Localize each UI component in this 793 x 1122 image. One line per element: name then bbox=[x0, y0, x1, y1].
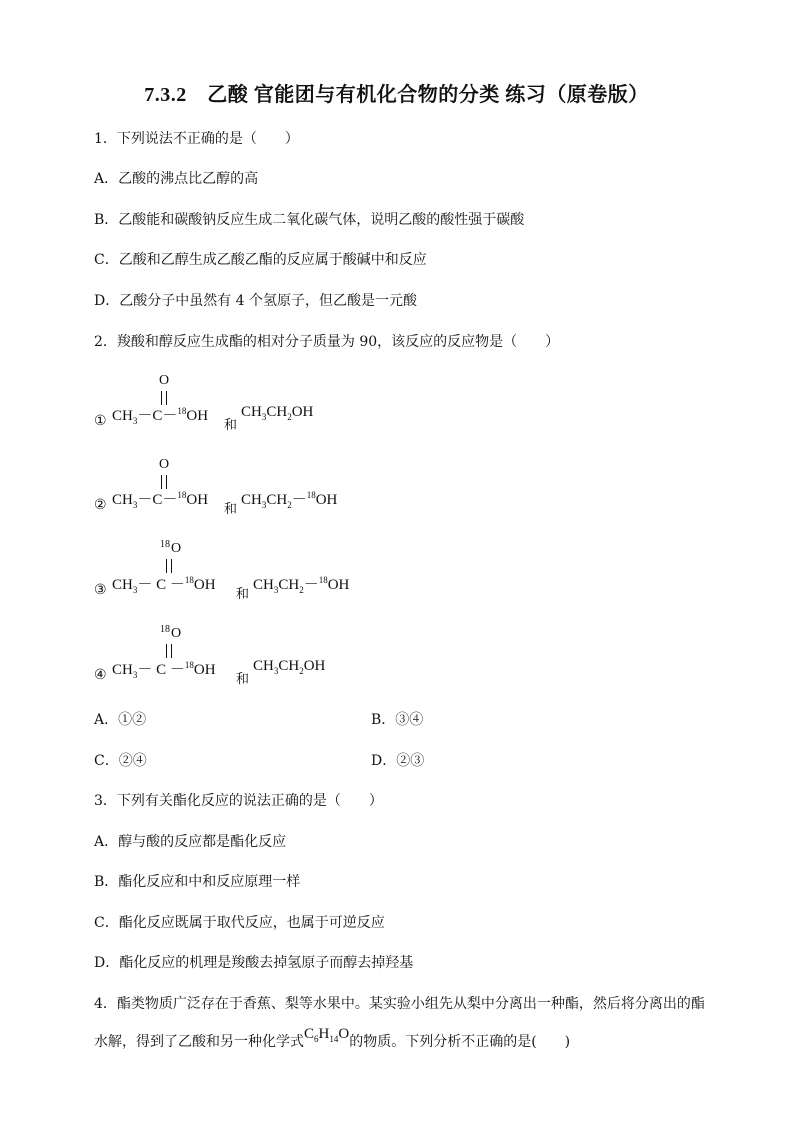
question-3-option-b: B．酯化反应和中和反应原理一样 bbox=[94, 874, 301, 890]
question-4-line-1: 4．酯类物质广泛存在于香蕉、梨等水果中。某实验小组先从梨中分离出一种酯，然后将分离出的酯 bbox=[94, 996, 705, 1012]
alcohol-formula: $CH_3CH_2OH$ bbox=[241, 404, 314, 422]
question-1-stem: 1．下列说法不正确的是（ ） bbox=[94, 131, 299, 147]
question-1-option-a: A．乙酸的沸点比乙醇的高 bbox=[94, 171, 259, 187]
and-label: 和 bbox=[224, 418, 238, 433]
and-label: 和 bbox=[236, 587, 250, 602]
marker-4: ④ bbox=[94, 667, 107, 683]
double-bond bbox=[166, 644, 172, 658]
question-3-stem: 3．下列有关酯化反应的说法正确的是（ ） bbox=[94, 793, 383, 809]
carbonyl-oxygen: O bbox=[159, 457, 170, 472]
alcohol-formula: $CH_3CH_2-^{18}OH$ bbox=[253, 575, 350, 595]
double-bond bbox=[161, 391, 167, 405]
marker-1: ① bbox=[94, 413, 107, 429]
question-2-option-d: D．②③ bbox=[371, 753, 425, 769]
acid-formula: $CH_3- C -^{18}OH$ bbox=[112, 575, 216, 595]
marker-3: ③ bbox=[94, 582, 107, 598]
question-2-option-b: B．③④ bbox=[371, 712, 424, 728]
question-3-option-a: A．醇与酸的反应都是酯化反应 bbox=[94, 834, 287, 850]
question-1-option-b: B．乙酸能和碳酸钠反应生成二氧化碳气体，说明乙酸的酸性强于碳酸 bbox=[94, 212, 525, 228]
question-3-option-c: C．酯化反应既属于取代反应，也属于可逆反应 bbox=[94, 915, 385, 931]
question-3-option-d: D．酯化反应的机理是羧酸去掉氢原子而醇去掉羟基 bbox=[94, 955, 414, 971]
double-bond bbox=[166, 559, 172, 573]
question-4-text-before-formula: 水解，得到了乙酸和另一种化学式 bbox=[94, 1034, 304, 1050]
marker-2: ② bbox=[94, 497, 107, 513]
and-label: 和 bbox=[224, 502, 238, 517]
question-4-text-after-formula: 的物质。下列分析不正确的是( ) bbox=[349, 1034, 571, 1050]
carbonyl-oxygen: O bbox=[171, 626, 182, 641]
molecular-formula: $C_6H_{14}O$ bbox=[304, 1026, 350, 1044]
question-1-option-c: C．乙酸和乙醇生成乙酸乙酯的反应属于酸碱中和反应 bbox=[94, 252, 427, 268]
double-bond bbox=[161, 475, 167, 489]
question-2-option-c: C．②④ bbox=[94, 753, 147, 769]
question-2-option-a: A．①② bbox=[94, 712, 147, 728]
alcohol-formula: $CH_3CH_2OH$ bbox=[253, 658, 326, 676]
alcohol-formula: $CH_3CH_2-^{18}OH$ bbox=[241, 490, 338, 510]
acid-formula: $CH_3-C-^{18}OH$ bbox=[112, 406, 209, 426]
acid-formula: $CH_3- C -^{18}OH$ bbox=[112, 660, 216, 680]
oxygen-isotope: 18 bbox=[160, 539, 170, 550]
carbonyl-oxygen: O bbox=[171, 541, 182, 556]
carbonyl-oxygen: O bbox=[159, 373, 170, 388]
question-1-option-d: D．乙酸分子中虽然有 4 个氢原子，但乙酸是一元酸 bbox=[94, 293, 418, 309]
question-2-stem: 2．羧酸和醇反应生成酯的相对分子质量为 90，该反应的反应物是（ ） bbox=[94, 334, 560, 350]
page-title: 7.3.2 乙酸 官能团与有机化合物的分类 练习（原卷版） bbox=[144, 84, 649, 106]
and-label: 和 bbox=[236, 672, 250, 687]
oxygen-isotope: 18 bbox=[160, 624, 170, 635]
question-4-line-2 bbox=[94, 1026, 571, 1052]
acid-formula: $CH_3-C-^{18}OH$ bbox=[112, 490, 209, 510]
